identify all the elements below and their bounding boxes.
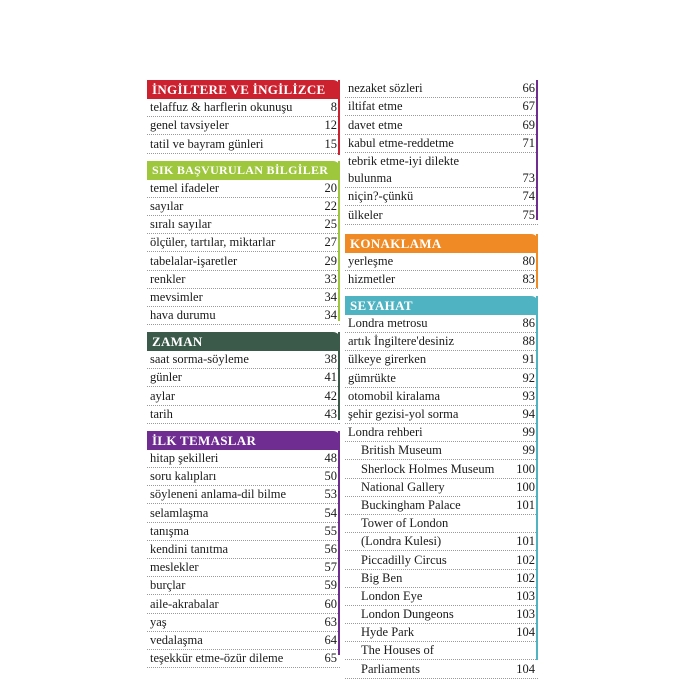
entry-label: günler — [150, 370, 182, 385]
entry-label: tarih — [150, 406, 173, 421]
toc-subentry[interactable] — [345, 515, 538, 533]
section-items — [345, 315, 538, 679]
entry-page: 55 — [324, 523, 337, 538]
section-items — [147, 450, 340, 668]
entry-page: 83 — [522, 271, 535, 286]
toc-entry[interactable] — [147, 252, 340, 270]
toc-entry[interactable] — [345, 315, 538, 333]
entry-label: temel ifadeler — [150, 180, 220, 195]
toc-entry[interactable] — [147, 234, 340, 252]
toc-entry[interactable] — [147, 650, 340, 668]
toc-entry[interactable] — [345, 351, 538, 369]
section-header: SEYAHAT — [345, 296, 538, 315]
toc-entry[interactable] — [345, 153, 538, 170]
section-konaklama — [345, 234, 538, 289]
entry-page: 56 — [324, 541, 337, 556]
toc-subentry[interactable] — [345, 497, 538, 515]
entry-label: soru kalıpları — [150, 469, 217, 484]
entry-label: tatil ve bayram günleri — [150, 136, 264, 151]
entry-label: tebrik etme-iyi dilekte — [348, 153, 460, 168]
section-bar — [536, 296, 538, 660]
toc-subentry[interactable] — [345, 533, 538, 551]
entry-label: sayılar — [150, 198, 184, 213]
entry-label: hava durumu — [150, 308, 216, 323]
toc-entry[interactable] — [147, 577, 340, 595]
entry-page: 43 — [324, 406, 337, 421]
section-sik-basvurulan — [147, 161, 340, 326]
section-items — [147, 99, 340, 154]
entry-page: 73 — [522, 171, 535, 186]
entry-page: 25 — [324, 217, 337, 232]
toc-entry[interactable] — [345, 116, 538, 134]
entry-page: 53 — [324, 487, 337, 502]
entry-label: iltifat etme — [348, 99, 403, 114]
entry-label: ölçüler, tartılar, miktarlar — [150, 235, 276, 250]
entry-label: renkler — [150, 271, 186, 286]
toc-entry[interactable] — [345, 135, 538, 153]
entry-page: 92 — [522, 370, 535, 385]
section-bar — [338, 80, 340, 155]
entry-page: 57 — [324, 560, 337, 575]
entry-label: ülkeler — [348, 207, 383, 222]
entry-label: tabelalar-işaretler — [150, 253, 238, 268]
entry-label: Piccadilly Circus — [361, 552, 447, 567]
toc-entry[interactable] — [147, 559, 340, 577]
entry-page: 67 — [522, 99, 535, 114]
entry-page: 103 — [516, 588, 535, 603]
section-bar — [338, 431, 340, 655]
toc-entry[interactable] — [147, 486, 340, 504]
toc-subentry[interactable] — [345, 551, 538, 569]
entry-label: Sherlock Holmes Museum — [361, 461, 495, 476]
entry-page: 64 — [324, 632, 337, 647]
entry-label: mevsimler — [150, 289, 203, 304]
entry-label: yerleşme — [348, 253, 394, 268]
toc-entry[interactable] — [147, 117, 340, 135]
entry-page: 42 — [324, 388, 337, 403]
toc-entry[interactable] — [147, 450, 340, 468]
toc-entry[interactable] — [147, 632, 340, 650]
toc-subentry[interactable] — [345, 442, 538, 460]
toc-entry[interactable] — [147, 541, 340, 559]
entry-page: 86 — [522, 316, 535, 331]
entry-label: telaffuz & harflerin okunuşu — [150, 100, 293, 115]
entry-page: 99 — [522, 443, 535, 458]
entry-page: 74 — [522, 189, 535, 204]
entry-label: ülkeye girerken — [348, 352, 427, 367]
entry-page: 38 — [324, 352, 337, 367]
toc-entry[interactable] — [345, 188, 538, 206]
entry-page: 33 — [324, 271, 337, 286]
entry-label: National Gallery — [361, 479, 445, 494]
entry-label: saat sorma-söyleme — [150, 352, 249, 367]
toc-entry[interactable] — [345, 80, 538, 98]
entry-page: 48 — [324, 451, 337, 465]
entry-page: 102 — [516, 552, 535, 567]
section-bar — [338, 332, 340, 420]
section-ilk-temaslar-continued — [345, 80, 538, 225]
section-items — [147, 351, 340, 424]
entry-page: 103 — [516, 607, 535, 622]
entry-label: Londra metrosu — [348, 316, 428, 331]
entry-page: 75 — [522, 207, 535, 222]
toc-entry[interactable] — [147, 614, 340, 632]
entry-label: nezaket sözleri — [348, 81, 423, 96]
entry-label: selamlaşma — [150, 505, 209, 520]
entry-page: 100 — [516, 479, 535, 494]
toc-entry[interactable] — [147, 387, 340, 405]
entry-page: 41 — [324, 370, 337, 385]
toc-entry[interactable] — [147, 271, 340, 289]
toc-entry[interactable] — [345, 98, 538, 116]
entry-page: 69 — [522, 117, 535, 132]
toc-entry[interactable] — [345, 206, 538, 224]
entry-label: aile-akrabalar — [150, 596, 219, 611]
entry-label: davet etme — [348, 117, 403, 132]
toc-right-column — [345, 80, 538, 679]
entry-page: 20 — [324, 180, 337, 195]
section-header: SIK BAŞVURULAN BİLGİLER — [147, 161, 340, 180]
entry-label: Hyde Park — [361, 625, 415, 640]
toc-entry[interactable] — [345, 424, 538, 442]
entry-label: sıralı sayılar — [150, 217, 212, 232]
toc-entry[interactable] — [147, 289, 340, 307]
entry-page: 94 — [522, 407, 535, 421]
entry-label: aylar — [150, 388, 175, 403]
entry-page: 8 — [330, 100, 337, 115]
entry-page: 101 — [516, 497, 535, 512]
entry-page: 59 — [324, 578, 337, 593]
entry-label: burçlar — [150, 578, 186, 593]
entry-page: 100 — [516, 461, 535, 476]
section-bar — [536, 80, 538, 220]
entry-label: Parliaments — [361, 661, 421, 676]
section-header: İLK TEMASLAR — [147, 431, 340, 450]
entry-label: gümrükte — [348, 370, 396, 385]
toc-entry[interactable] — [147, 99, 340, 117]
entry-label: genel tavsiyeler — [150, 118, 229, 133]
entry-page: 15 — [324, 136, 337, 151]
entry-page: 99 — [522, 425, 535, 440]
entry-label: hitap şekilleri — [150, 451, 219, 465]
toc-subentry[interactable] — [345, 624, 538, 642]
toc-entry[interactable] — [345, 333, 538, 351]
toc-entry[interactable] — [345, 271, 538, 289]
toc-subentry[interactable] — [345, 642, 538, 660]
toc-entry[interactable] — [345, 388, 538, 406]
toc-entry[interactable] — [147, 468, 340, 486]
entry-page: 80 — [522, 253, 535, 268]
toc-entry[interactable] — [345, 406, 538, 424]
toc-entry[interactable] — [345, 253, 538, 271]
entry-page: 50 — [324, 469, 337, 484]
toc-entry[interactable] — [147, 595, 340, 613]
entry-label: kendini tanıtma — [150, 541, 229, 556]
section-zaman — [147, 332, 340, 424]
entry-page: 65 — [324, 651, 337, 666]
entry-label: söyleneni anlama-dil bilme — [150, 487, 287, 502]
toc-entry[interactable] — [147, 307, 340, 325]
entry-label: yaş — [150, 614, 167, 629]
toc-subentry[interactable] — [345, 588, 538, 606]
entry-label: artık İngiltere'desiniz — [348, 334, 455, 349]
entry-label: London Dungeons — [361, 607, 454, 622]
entry-label: tanışma — [150, 523, 189, 538]
section-items — [147, 180, 340, 326]
section-items — [345, 80, 538, 225]
section-bar — [338, 161, 340, 321]
toc-entry[interactable] — [147, 216, 340, 234]
entry-label: bulunma — [348, 171, 392, 186]
entry-label: The Houses of — [361, 643, 434, 658]
entry-page: 27 — [324, 235, 337, 250]
toc-subentry[interactable] — [345, 606, 538, 624]
entry-page: 66 — [522, 81, 535, 96]
entry-label: Tower of London — [361, 516, 449, 531]
entry-label: otomobil kiralama — [348, 388, 440, 403]
entry-page: 104 — [516, 625, 535, 640]
entry-page: 71 — [522, 135, 535, 150]
entry-page: 34 — [324, 308, 337, 323]
entry-page: 12 — [324, 118, 337, 133]
entry-page: 104 — [516, 661, 535, 676]
section-header: İNGİLTERE VE İNGİLİZCE — [147, 80, 340, 99]
entry-page: 91 — [522, 352, 535, 367]
entry-label: şehir gezisi-yol sorma — [348, 407, 459, 421]
entry-label: meslekler — [150, 560, 199, 575]
toc-entry[interactable] — [147, 135, 340, 153]
toc-entry[interactable] — [147, 504, 340, 522]
section-ilk-temaslar — [147, 431, 340, 668]
entry-page: 29 — [324, 253, 337, 268]
toc-subentry[interactable] — [345, 479, 538, 497]
toc-entry[interactable] — [147, 180, 340, 198]
entry-label: kabul etme-reddetme — [348, 135, 454, 150]
section-bar — [536, 234, 538, 288]
entry-label: Buckingham Palace — [361, 497, 461, 512]
entry-page: 101 — [516, 534, 535, 549]
entry-label: teşekkür etme-özür dileme — [150, 651, 284, 666]
entry-label: London Eye — [361, 588, 423, 603]
toc-left-column — [147, 80, 340, 668]
toc-subentry[interactable] — [345, 460, 538, 478]
entry-page: 54 — [324, 505, 337, 520]
entry-page: 93 — [522, 388, 535, 403]
section-header: ZAMAN — [147, 332, 340, 351]
toc-entry[interactable] — [147, 406, 340, 424]
toc-entry[interactable] — [147, 198, 340, 216]
section-header: KONAKLAMA — [345, 234, 538, 253]
entry-page: 22 — [324, 198, 337, 213]
toc-entry[interactable] — [147, 351, 340, 369]
section-ingiltere — [147, 80, 340, 154]
entry-label: vedalaşma — [150, 632, 203, 647]
toc-entry[interactable] — [147, 369, 340, 387]
entry-page: 60 — [324, 596, 337, 611]
section-seyahat — [345, 296, 538, 679]
entry-page: 88 — [522, 334, 535, 349]
entry-label: British Museum — [361, 443, 442, 458]
entry-page: 63 — [324, 614, 337, 629]
entry-label: (Londra Kulesi) — [361, 534, 442, 549]
toc-entry[interactable] — [345, 369, 538, 387]
entry-label: Londra rehberi — [348, 425, 423, 440]
entry-label: niçin?-çünkü — [348, 189, 414, 204]
entry-label: Big Ben — [361, 570, 403, 585]
section-items — [345, 253, 538, 289]
entry-page: 34 — [324, 289, 337, 304]
entry-page: 102 — [516, 570, 535, 585]
toc-entry[interactable] — [345, 170, 538, 188]
toc-subentry[interactable] — [345, 660, 538, 678]
toc-entry[interactable] — [147, 523, 340, 541]
toc-subentry[interactable] — [345, 570, 538, 588]
entry-label: hizmetler — [348, 271, 396, 286]
